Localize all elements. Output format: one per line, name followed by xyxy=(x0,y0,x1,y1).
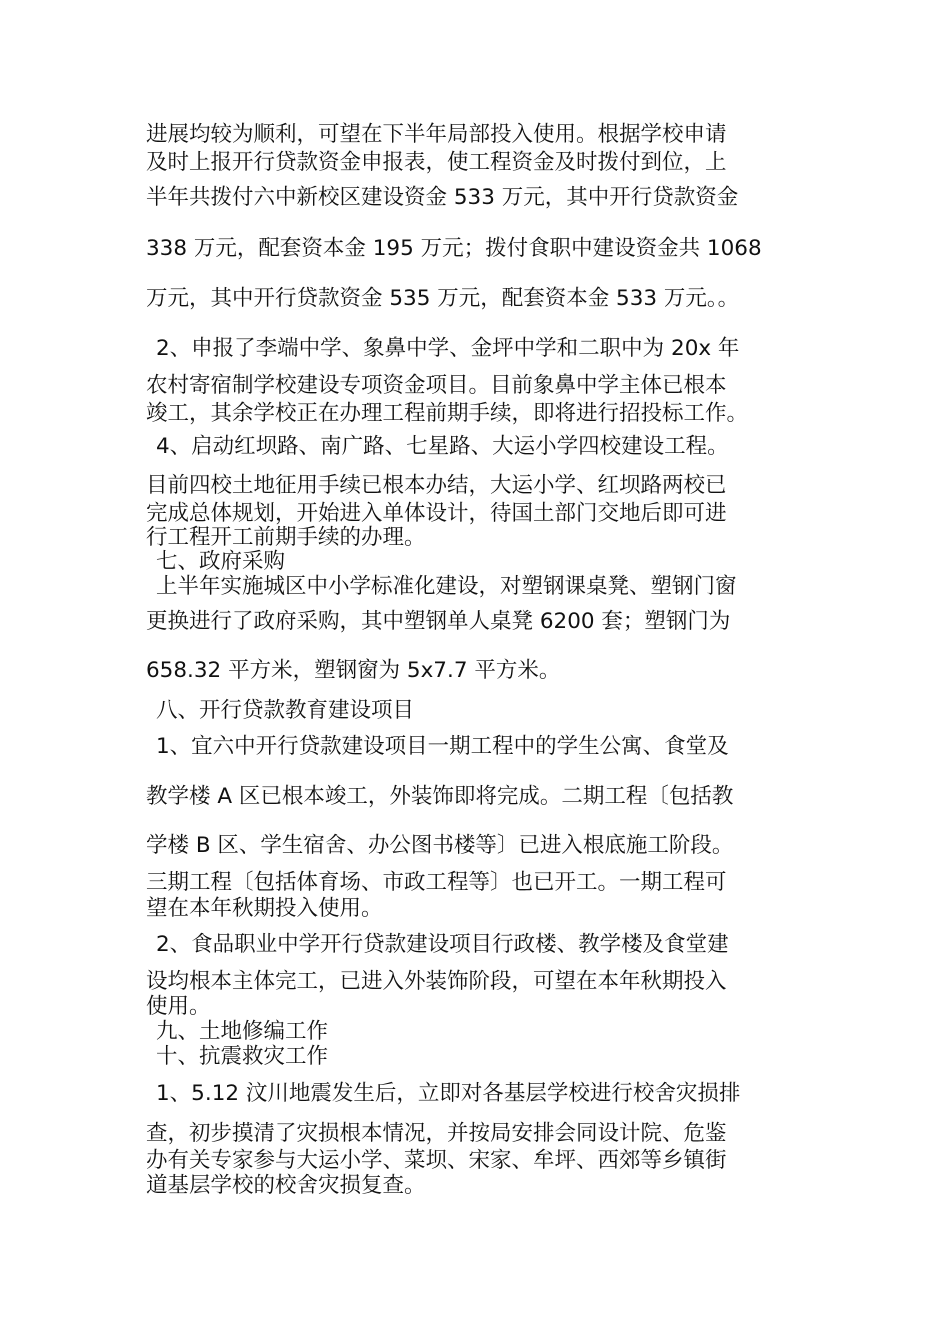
paragraph-line: 2、申报了李端中学、象鼻中学、金坪中学和二职中为 20x 年 xyxy=(156,336,740,361)
paragraph-line: 及时上报开行贷款资金申报表，使工程资金及时拨付到位，上 xyxy=(146,150,727,175)
paragraph-line: 竣工，其余学校正在办理工程前期手续，即将进行招投标工作。 xyxy=(146,401,749,426)
paragraph-line: 查，初步摸清了灾损根本情况，并按局安排会同设计院、危鉴 xyxy=(146,1121,727,1146)
paragraph-line: 农村寄宿制学校建设专项资金项目。目前象鼻中学主体已根本 xyxy=(146,373,727,398)
paragraph-line: 338 万元，配套资本金 195 万元；拨付食职中建设资金共 1068 xyxy=(146,236,762,261)
section-heading: 八、开行贷款教育建设项目 xyxy=(156,698,415,723)
paragraph-line: 使用。 xyxy=(146,994,211,1019)
section-heading: 十、抗震救灾工作 xyxy=(156,1044,329,1069)
paragraph-line: 目前四校土地征用手续已根本办结，大运小学、红坝路两校已 xyxy=(146,473,727,498)
paragraph-line: 2、食品职业中学开行贷款建设项目行政楼、教学楼及食堂建 xyxy=(156,932,729,957)
paragraph-line: 4、启动红坝路、南广路、七星路、大运小学四校建设工程。 xyxy=(156,434,729,459)
paragraph-line: 上半年实施城区中小学标准化建设，对塑钢课桌凳、塑钢门窗 xyxy=(156,574,737,599)
paragraph-line: 望在本年秋期投入使用。 xyxy=(146,896,383,921)
paragraph-line: 1、5.12 汶川地震发生后，立即对各基层学校进行校舍灾损排 xyxy=(156,1081,741,1106)
paragraph-line: 学楼 B 区、学生宿舍、办公图书楼等〕已进入根底施工阶段。 xyxy=(146,833,734,858)
paragraph-line: 1、宜六中开行贷款建设项目一期工程中的学生公寓、食堂及 xyxy=(156,734,729,759)
paragraph-line: 半年共拨付六中新校区建设资金 533 万元，其中开行贷款资金 xyxy=(146,185,739,210)
section-heading: 九、土地修编工作 xyxy=(156,1019,329,1044)
paragraph-line: 进展均较为顺利，可望在下半年局部投入使用。根据学校申请 xyxy=(146,122,727,147)
paragraph-line: 行工程开工前期手续的办理。 xyxy=(146,525,426,550)
paragraph-line: 三期工程〔包括体育场、市政工程等〕也已开工。一期工程可 xyxy=(146,870,727,895)
paragraph-line: 设均根本主体完工，已进入外装饰阶段，可望在本年秋期投入 xyxy=(146,969,727,994)
paragraph-line: 教学楼 A 区已根本竣工，外装饰即将完成。二期工程〔包括教 xyxy=(146,784,734,809)
section-heading: 七、政府采购 xyxy=(156,549,286,574)
paragraph-line: 658.32 平方米，塑钢窗为 5x7.7 平方米。 xyxy=(146,658,561,683)
paragraph-line: 更换进行了政府采购，其中塑钢单人桌凳 6200 套；塑钢门为 xyxy=(146,609,731,634)
paragraph-line: 万元，其中开行贷款资金 535 万元，配套资本金 533 万元。。 xyxy=(146,286,740,311)
paragraph-line: 办有关专家参与大运小学、菜坝、宋家、牟坪、西郊等乡镇街 xyxy=(146,1148,727,1173)
paragraph-line: 道基层学校的校舍灾损复查。 xyxy=(146,1173,426,1198)
paragraph-line: 完成总体规划，开始进入单体设计，待国土部门交地后即可进 xyxy=(146,501,727,526)
